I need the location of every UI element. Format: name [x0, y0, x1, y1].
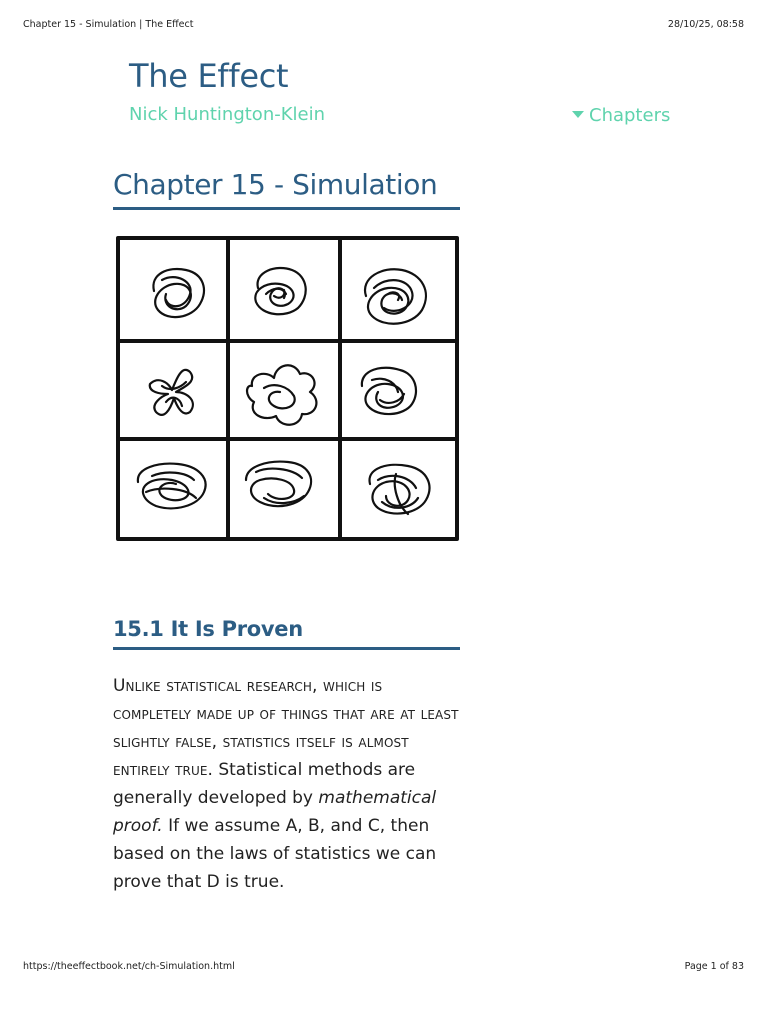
- scribble-2-3: [362, 368, 416, 414]
- scribble-3-2: [246, 462, 311, 506]
- scribble-grid-svg: [116, 236, 459, 541]
- scribble-2-1: [150, 370, 193, 415]
- scribble-3-1: [138, 464, 206, 509]
- section-heading: 15.1 It Is Proven: [113, 617, 460, 650]
- print-header: [23, 19, 744, 33]
- chapter-title: Chapter 15 - Simulation: [113, 168, 460, 210]
- print-header-datetime: 28/10/25, 08:58: [667, 19, 744, 30]
- scribble-1-2: [255, 268, 305, 314]
- scribble-1-1: [153, 269, 203, 317]
- print-header-title: Chapter 15 - Simulation | The Effect: [23, 19, 194, 30]
- smallcaps-lead: Unlike statistical research, which is completely made up of things that are at least slightly false, statistics itself is almost entirely true: [113, 676, 459, 780]
- scribble-2-2: [247, 365, 316, 424]
- caret-down-icon: [572, 111, 584, 118]
- page-number: Page 1 of 83: [684, 961, 744, 972]
- emphasis-text: mathematical proof.: [113, 788, 437, 836]
- chapters-label: Chapters: [589, 105, 671, 126]
- scribble-grid-illustration: [116, 236, 459, 541]
- book-title[interactable]: The Effect: [129, 57, 289, 95]
- scribble-3-3: [370, 465, 430, 514]
- paragraph-text: . Statistical methods are generally developed by: [113, 760, 416, 808]
- chapters-menu-button[interactable]: [572, 105, 670, 126]
- paragraph-text-rest: If we assume A, B, and C, then based on the laws of statistics we can prove that D is true.: [113, 816, 437, 892]
- body-paragraph: [113, 672, 463, 896]
- scribble-1-3: [365, 269, 426, 323]
- page-url: https://theeffectbook.net/ch-Simulation.html: [23, 961, 235, 972]
- print-footer: [23, 961, 744, 975]
- book-author[interactable]: Nick Huntington-Klein: [129, 104, 326, 125]
